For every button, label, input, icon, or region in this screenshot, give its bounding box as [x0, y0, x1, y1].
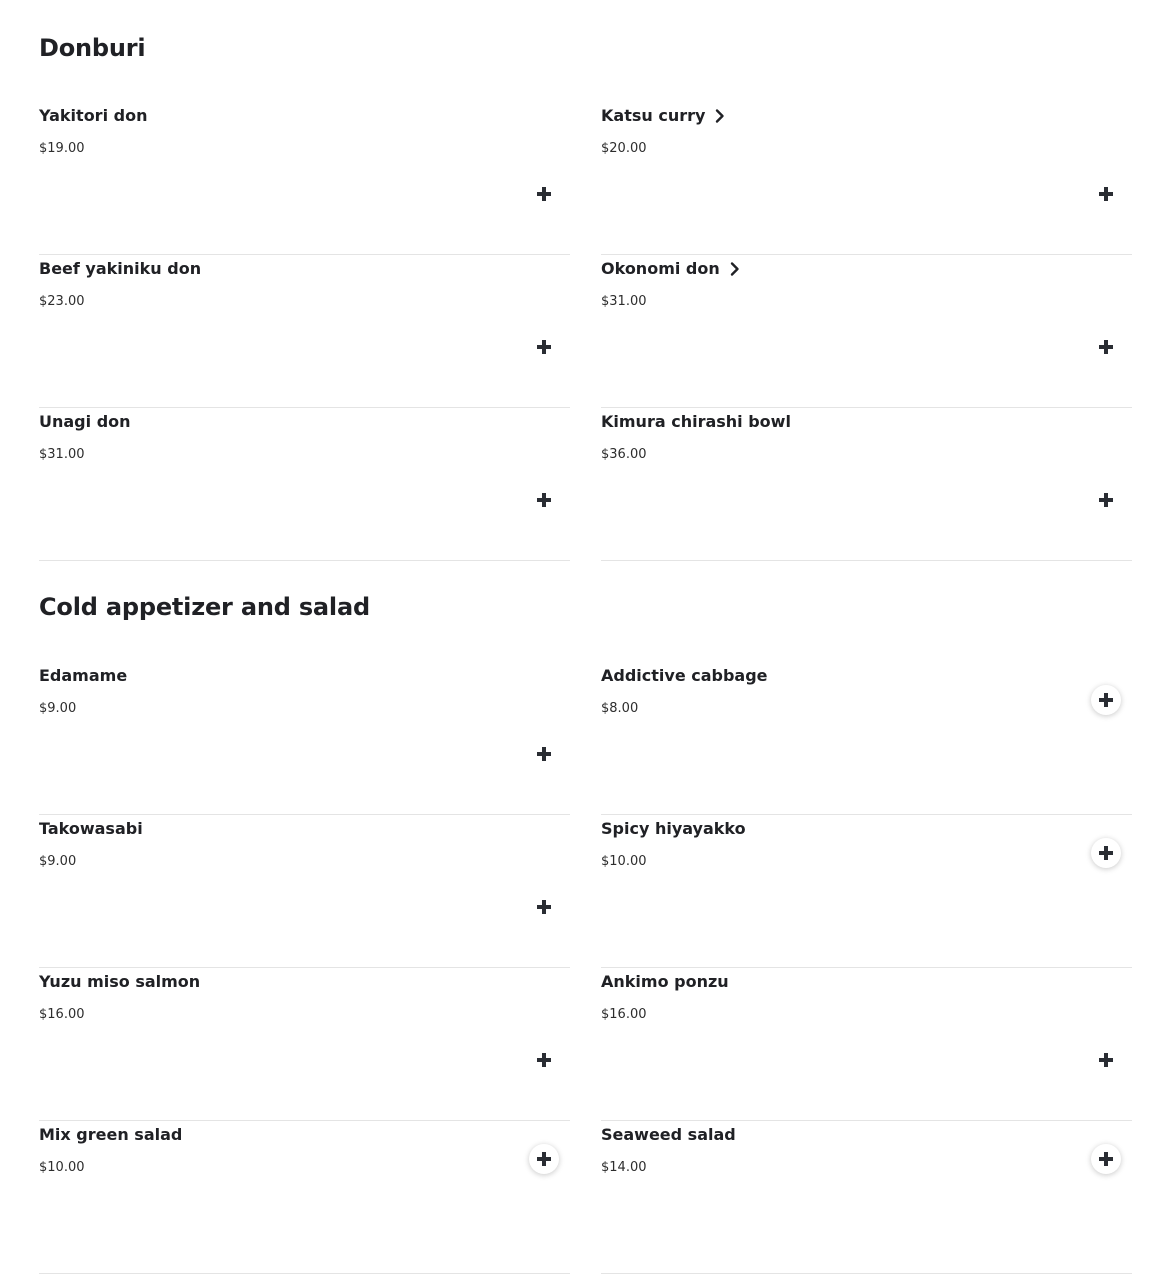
item-name: Ankimo ponzu: [601, 972, 729, 991]
item-price: $16.00: [39, 1007, 85, 1022]
section-title-cold-appetizer-and-salad: Cold appetizer and salad: [39, 593, 370, 621]
plus-icon: [1098, 339, 1114, 355]
item-price: $19.00: [39, 141, 85, 156]
item-name: Unagi don: [39, 412, 131, 431]
add-item-button[interactable]: [1091, 332, 1121, 362]
item-name: Addictive cabbage: [601, 666, 768, 685]
add-item-button[interactable]: [529, 1144, 559, 1174]
section-title-donburi: Donburi: [39, 34, 146, 62]
add-item-button[interactable]: [1091, 485, 1121, 515]
add-item-button[interactable]: [529, 739, 559, 769]
plus-icon: [536, 899, 552, 915]
add-item-button[interactable]: [529, 332, 559, 362]
item-name: Katsu curry: [601, 106, 727, 125]
add-item-button[interactable]: [1091, 179, 1121, 209]
plus-icon: [1098, 845, 1114, 861]
menu-item-edamame[interactable]: [39, 662, 570, 815]
menu-item-ankimo-ponzu[interactable]: [601, 968, 1132, 1121]
plus-icon: [1098, 492, 1114, 508]
menu-item-spicy-hiyayakko[interactable]: [601, 815, 1132, 968]
menu-item-seaweed-salad[interactable]: [601, 1121, 1132, 1274]
plus-icon: [536, 1151, 552, 1167]
plus-icon: [1098, 692, 1114, 708]
chevron-right-icon: [728, 262, 742, 276]
plus-icon: [536, 492, 552, 508]
menu-item-beef-yakiniku-don[interactable]: [39, 255, 570, 408]
plus-icon: [536, 746, 552, 762]
plus-icon: [536, 339, 552, 355]
menu-item-unagi-don[interactable]: [39, 408, 570, 561]
item-price: $23.00: [39, 294, 85, 309]
menu-item-kimura-chirashi-bowl[interactable]: [601, 408, 1132, 561]
item-price: $31.00: [601, 294, 647, 309]
add-item-button[interactable]: [1091, 685, 1121, 715]
menu-item-yakitori-don[interactable]: [39, 102, 570, 255]
plus-icon: [1098, 1052, 1114, 1068]
item-price: $31.00: [39, 447, 85, 462]
item-name: Mix green salad: [39, 1125, 183, 1144]
item-name: Spicy hiyayakko: [601, 819, 746, 838]
chevron-right-icon: [713, 109, 727, 123]
item-name: Kimura chirashi bowl: [601, 412, 791, 431]
item-price: $20.00: [601, 141, 647, 156]
item-name: Edamame: [39, 666, 128, 685]
menu-item-mix-green-salad[interactable]: [39, 1121, 570, 1274]
item-price: $9.00: [39, 701, 77, 716]
item-name: Yakitori don: [39, 106, 148, 125]
menu-item-katsu-curry[interactable]: [601, 102, 1132, 255]
item-price: $16.00: [601, 1007, 647, 1022]
plus-icon: [536, 186, 552, 202]
menu-item-okonomi-don[interactable]: [601, 255, 1132, 408]
item-price: $10.00: [39, 1160, 85, 1175]
plus-icon: [536, 1052, 552, 1068]
item-name: Beef yakiniku don: [39, 259, 202, 278]
menu-item-takowasabi[interactable]: [39, 815, 570, 968]
add-item-button[interactable]: [1091, 1045, 1121, 1075]
menu-item-yuzu-miso-salmon[interactable]: [39, 968, 570, 1121]
item-name: Okonomi don: [601, 259, 742, 278]
menu-item-addictive-cabbage[interactable]: [601, 662, 1132, 815]
add-item-button[interactable]: [1091, 838, 1121, 868]
add-item-button[interactable]: [529, 892, 559, 922]
add-item-button[interactable]: [1091, 1144, 1121, 1174]
item-name: Takowasabi: [39, 819, 143, 838]
item-price: $36.00: [601, 447, 647, 462]
plus-icon: [1098, 1151, 1114, 1167]
item-price: $9.00: [39, 854, 77, 869]
item-name: Seaweed salad: [601, 1125, 736, 1144]
item-name: Yuzu miso salmon: [39, 972, 201, 991]
item-price: $10.00: [601, 854, 647, 869]
item-price: $8.00: [601, 701, 639, 716]
add-item-button[interactable]: [529, 179, 559, 209]
item-price: $14.00: [601, 1160, 647, 1175]
plus-icon: [1098, 186, 1114, 202]
add-item-button[interactable]: [529, 485, 559, 515]
add-item-button[interactable]: [529, 1045, 559, 1075]
